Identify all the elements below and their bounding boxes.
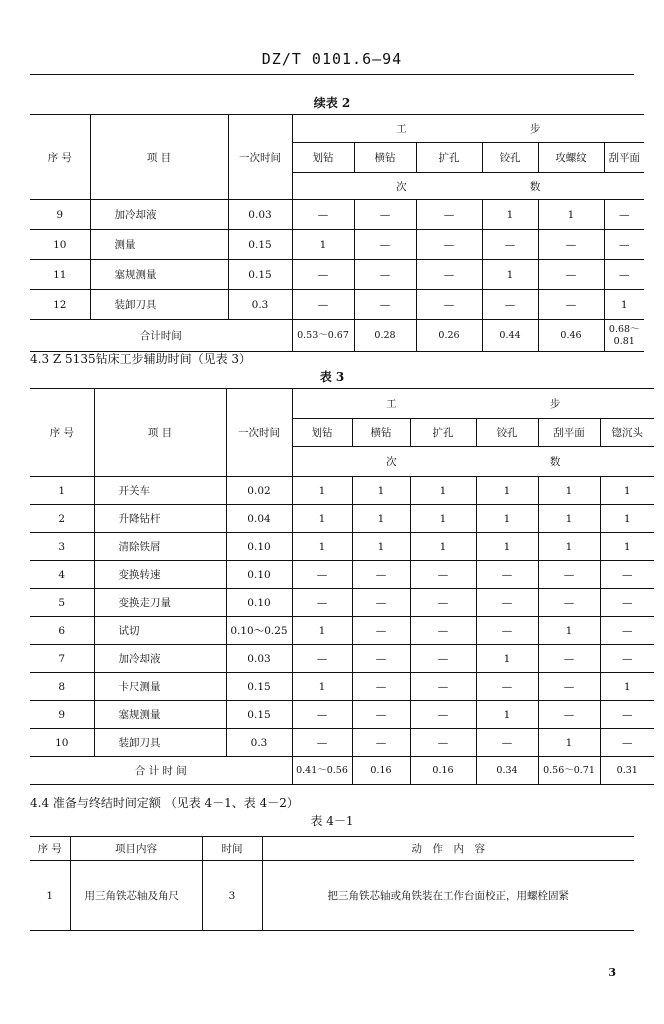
table2-total-value: 0.26 bbox=[416, 320, 482, 352]
table3-row-value: 1 bbox=[410, 505, 476, 533]
table3-group-top-a: 工 bbox=[386, 398, 397, 410]
table3-row-value: — bbox=[600, 645, 654, 673]
table3-step-3: 铰孔 bbox=[476, 419, 538, 447]
table3-row-value: — bbox=[410, 701, 476, 729]
table-row bbox=[30, 230, 644, 260]
table41-h-time: 时间 bbox=[202, 837, 262, 861]
table3-row-value: — bbox=[476, 561, 538, 589]
table2-row-item: 塞规测量 bbox=[90, 260, 228, 290]
table2-row-value: — bbox=[416, 230, 482, 260]
table2-row-value: — bbox=[292, 290, 354, 320]
table2-row-seq: 9 bbox=[30, 200, 90, 230]
table3-row-time: 0.04 bbox=[226, 505, 292, 533]
table-row bbox=[30, 645, 654, 673]
table-row bbox=[30, 200, 644, 230]
table3-row-value: — bbox=[600, 617, 654, 645]
table3-step-4: 刮平面 bbox=[538, 419, 600, 447]
table3-row-value: — bbox=[538, 589, 600, 617]
table2-group-top-b: 步 bbox=[529, 123, 541, 135]
table3-row-value: — bbox=[352, 729, 410, 757]
table3-row-time: 0.03 bbox=[226, 645, 292, 673]
table3-row-item: 卡尺测量 bbox=[94, 673, 226, 701]
table3-step-1: 横钻 bbox=[352, 419, 410, 447]
table-row bbox=[30, 260, 644, 290]
table3-row-value: — bbox=[538, 561, 600, 589]
table2-row-value: — bbox=[416, 290, 482, 320]
table3-total-label: 合 计 时 间 bbox=[30, 757, 292, 785]
table3-row-value: 1 bbox=[410, 533, 476, 561]
table2-row-value: — bbox=[482, 230, 538, 260]
table3-step-0: 划钻 bbox=[292, 419, 352, 447]
table3-row-value: — bbox=[538, 645, 600, 673]
table2-col-item: 项 目 bbox=[90, 115, 228, 200]
table4-1 bbox=[30, 836, 634, 931]
table-row bbox=[30, 505, 654, 533]
table3-group-mid bbox=[292, 447, 654, 477]
table2-row-value: — bbox=[604, 200, 644, 230]
table41-h-item: 项目内容 bbox=[70, 837, 202, 861]
table2-row-item: 加冷却液 bbox=[90, 200, 228, 230]
table2-row-seq: 10 bbox=[30, 230, 90, 260]
table3-row-value: 1 bbox=[538, 617, 600, 645]
table2-row-value: — bbox=[292, 260, 354, 290]
header-rule bbox=[30, 74, 634, 75]
table-row bbox=[30, 701, 654, 729]
table3-row-value: 1 bbox=[352, 505, 410, 533]
table2-row-value: 1 bbox=[482, 200, 538, 230]
table2-row-value: — bbox=[538, 290, 604, 320]
table3-row-seq: 1 bbox=[30, 477, 94, 505]
table-row bbox=[30, 589, 654, 617]
table3-total-value: 0.16 bbox=[352, 757, 410, 785]
table3-row-value: — bbox=[476, 589, 538, 617]
table3-row-item: 开关车 bbox=[94, 477, 226, 505]
table2-row-value: — bbox=[354, 260, 416, 290]
table2-row-value: — bbox=[354, 200, 416, 230]
table3-row-value: 1 bbox=[476, 477, 538, 505]
table3-row-value: 1 bbox=[476, 701, 538, 729]
table3-row-time: 0.10 bbox=[226, 533, 292, 561]
table3-row-value: 1 bbox=[600, 673, 654, 701]
table3-row-time: 0.02 bbox=[226, 477, 292, 505]
table3-row-value: — bbox=[410, 729, 476, 757]
table41-r-item: 用三角铁芯轴及角尺 bbox=[70, 861, 202, 931]
table3-row-value: — bbox=[538, 701, 600, 729]
table3-group-top-b: 步 bbox=[549, 398, 561, 410]
table3-row-value: — bbox=[476, 617, 538, 645]
table-row bbox=[30, 477, 654, 505]
table3-row-value: 1 bbox=[538, 505, 600, 533]
table2-row-value: — bbox=[604, 230, 644, 260]
table2-total-value: 0.53～0.67 bbox=[292, 320, 354, 352]
table3-group-mid-a: 次 bbox=[386, 456, 397, 468]
table2-row-value: — bbox=[292, 200, 354, 230]
table3-row-value: — bbox=[600, 589, 654, 617]
table-row bbox=[30, 673, 654, 701]
table2-row-item: 测量 bbox=[90, 230, 228, 260]
table2-caption: 续表 2 bbox=[313, 96, 351, 110]
table3-row-seq: 9 bbox=[30, 701, 94, 729]
table3-row-value: 1 bbox=[292, 533, 352, 561]
table-row bbox=[30, 561, 654, 589]
table3-row-item: 升降钻杆 bbox=[94, 505, 226, 533]
table2-step-4: 攻螺纹 bbox=[538, 143, 604, 173]
table3-row-value: — bbox=[352, 617, 410, 645]
table2-row-time: 0.03 bbox=[228, 200, 292, 230]
table3-row-value: 1 bbox=[600, 477, 654, 505]
table3-caption: 表 3 bbox=[319, 370, 345, 384]
table3-row-value: — bbox=[476, 729, 538, 757]
table3-row-item: 清除铁屑 bbox=[94, 533, 226, 561]
table2-row-value: — bbox=[416, 260, 482, 290]
table3-row-time: 0.10～0.25 bbox=[226, 617, 292, 645]
table3-row-value: — bbox=[352, 673, 410, 701]
table-row bbox=[30, 617, 654, 645]
table3-row-value: — bbox=[292, 589, 352, 617]
table41-h-action: 动 作 内 容 bbox=[262, 837, 634, 861]
table3-row-seq: 3 bbox=[30, 533, 94, 561]
table-row bbox=[30, 729, 654, 757]
table3-row-seq: 5 bbox=[30, 589, 94, 617]
table3-row-value: — bbox=[410, 617, 476, 645]
table2-group-mid-a: 次 bbox=[396, 180, 407, 193]
table2 bbox=[30, 114, 644, 352]
table-row bbox=[30, 533, 654, 561]
table3-row-time: 0.3 bbox=[226, 729, 292, 757]
table2-row-value: — bbox=[538, 260, 604, 290]
table3-row-value: — bbox=[292, 561, 352, 589]
table41-r-time: 3 bbox=[202, 861, 262, 931]
table3-row-value: — bbox=[600, 701, 654, 729]
table2-row-time: 0.15 bbox=[228, 230, 292, 260]
section-4-4: 4.4 准备与终结时间定额 （见表 4－1、表 4－2） bbox=[30, 796, 299, 810]
table3-row-item: 变换转速 bbox=[94, 561, 226, 589]
table2-total-label: 合计时间 bbox=[30, 320, 292, 352]
table3-row-value: 1 bbox=[292, 477, 352, 505]
table2-row-value: — bbox=[538, 230, 604, 260]
table3-row-value: 1 bbox=[292, 617, 352, 645]
table3-row-value: — bbox=[352, 561, 410, 589]
table2-row-value: — bbox=[416, 200, 482, 230]
table2-total-value: 0.46 bbox=[538, 320, 604, 352]
table3-row-item: 装卸刀具 bbox=[94, 729, 226, 757]
table2-row-value: — bbox=[604, 260, 644, 290]
table3-row-value: — bbox=[352, 645, 410, 673]
standard-header: DZ/T 0101.6—94 bbox=[261, 50, 403, 68]
table3-row-item: 变换走刀量 bbox=[94, 589, 226, 617]
table3-step-5: 锪沉头 bbox=[600, 419, 654, 447]
table3-row-seq: 4 bbox=[30, 561, 94, 589]
table3-step-2: 扩孔 bbox=[410, 419, 476, 447]
table2-step-3: 铰孔 bbox=[482, 143, 538, 173]
table41-caption: 表 4－1 bbox=[310, 814, 354, 828]
table3-total-value: 0.31 bbox=[600, 757, 654, 785]
table3-total-value: 0.56～0.71 bbox=[538, 757, 600, 785]
table2-step-0: 划钻 bbox=[292, 143, 354, 173]
table3-row-value: — bbox=[292, 701, 352, 729]
table3-row-seq: 8 bbox=[30, 673, 94, 701]
table41-r-action: 把三角铁芯轴或角铁装在工作台面校正，用螺栓固紧 bbox=[262, 861, 634, 931]
table3-group-mid-b: 数 bbox=[549, 456, 561, 468]
table2-row-value: 1 bbox=[482, 260, 538, 290]
table3-row-value: — bbox=[600, 729, 654, 757]
table3 bbox=[30, 388, 654, 785]
table2-row-time: 0.3 bbox=[228, 290, 292, 320]
table3-row-value: — bbox=[410, 589, 476, 617]
table2-step-2: 扩孔 bbox=[416, 143, 482, 173]
table2-row-seq: 12 bbox=[30, 290, 90, 320]
table3-row-value: — bbox=[352, 701, 410, 729]
table3-row-time: 0.10 bbox=[226, 561, 292, 589]
section-4-3: 4.3 Z 5135钻床工步辅助时间（见表 3） bbox=[30, 352, 252, 366]
table3-total-value: 0.41～0.56 bbox=[292, 757, 352, 785]
table41-h-seq: 序 号 bbox=[30, 837, 70, 861]
table3-row-value: — bbox=[292, 729, 352, 757]
table3-row-value: — bbox=[410, 645, 476, 673]
table3-row-value: — bbox=[410, 561, 476, 589]
table3-total-value: 0.34 bbox=[476, 757, 538, 785]
table3-col-once: 一次时间 bbox=[226, 389, 292, 477]
table3-row-item: 试切 bbox=[94, 617, 226, 645]
table3-total-value: 0.16 bbox=[410, 757, 476, 785]
table2-step-5: 刮平面 bbox=[604, 143, 644, 173]
table2-row-value: — bbox=[354, 290, 416, 320]
table2-group-top bbox=[292, 115, 644, 143]
table2-group-mid-b: 数 bbox=[529, 180, 541, 193]
table3-row-time: 0.15 bbox=[226, 673, 292, 701]
table2-row-value: — bbox=[482, 290, 538, 320]
table2-row-item: 装卸刀具 bbox=[90, 290, 228, 320]
table2-col-once: 一次时间 bbox=[228, 115, 292, 200]
table2-row-value: 1 bbox=[292, 230, 354, 260]
table3-col-seq: 序 号 bbox=[30, 389, 94, 477]
table2-row-value: — bbox=[354, 230, 416, 260]
table3-row-value: 1 bbox=[352, 477, 410, 505]
table2-row-seq: 11 bbox=[30, 260, 90, 290]
table3-row-seq: 2 bbox=[30, 505, 94, 533]
table2-total-value: 0.28 bbox=[354, 320, 416, 352]
table3-row-value: 1 bbox=[538, 729, 600, 757]
table3-row-item: 塞规测量 bbox=[94, 701, 226, 729]
table3-row-time: 0.10 bbox=[226, 589, 292, 617]
table3-row-value: 1 bbox=[292, 673, 352, 701]
table3-row-value: — bbox=[538, 673, 600, 701]
table2-row-time: 0.15 bbox=[228, 260, 292, 290]
table3-row-value: 1 bbox=[538, 477, 600, 505]
table2-group-top-a: 工 bbox=[396, 123, 407, 135]
table2-total-value: 0.44 bbox=[482, 320, 538, 352]
table-row bbox=[30, 290, 644, 320]
table3-row-value: — bbox=[600, 561, 654, 589]
table3-row-value: 1 bbox=[410, 477, 476, 505]
table3-row-value: — bbox=[292, 645, 352, 673]
table3-row-value: 1 bbox=[476, 533, 538, 561]
table3-row-value: — bbox=[410, 673, 476, 701]
table3-row-value: 1 bbox=[538, 533, 600, 561]
table2-row-value: 1 bbox=[604, 290, 644, 320]
table3-row-seq: 6 bbox=[30, 617, 94, 645]
table2-total-value: 0.68～0.81 bbox=[604, 320, 644, 352]
table3-group-top bbox=[292, 389, 654, 419]
table3-row-seq: 10 bbox=[30, 729, 94, 757]
table3-row-item: 加冷却液 bbox=[94, 645, 226, 673]
table3-row-value: 1 bbox=[476, 645, 538, 673]
table3-row-value: — bbox=[352, 589, 410, 617]
table3-col-item: 项 目 bbox=[94, 389, 226, 477]
table2-col-seq: 序 号 bbox=[30, 115, 90, 200]
table3-row-value: 1 bbox=[600, 505, 654, 533]
page-number: 3 bbox=[608, 966, 616, 979]
table3-row-value: 1 bbox=[476, 505, 538, 533]
table3-row-seq: 7 bbox=[30, 645, 94, 673]
table2-group-mid bbox=[292, 173, 644, 200]
table3-row-value: — bbox=[476, 673, 538, 701]
table3-row-value: 1 bbox=[352, 533, 410, 561]
table3-row-value: 1 bbox=[600, 533, 654, 561]
table3-row-time: 0.15 bbox=[226, 701, 292, 729]
table2-step-1: 横钻 bbox=[354, 143, 416, 173]
table3-row-value: 1 bbox=[292, 505, 352, 533]
table41-r-seq: 1 bbox=[30, 861, 70, 931]
table2-row-value: 1 bbox=[538, 200, 604, 230]
